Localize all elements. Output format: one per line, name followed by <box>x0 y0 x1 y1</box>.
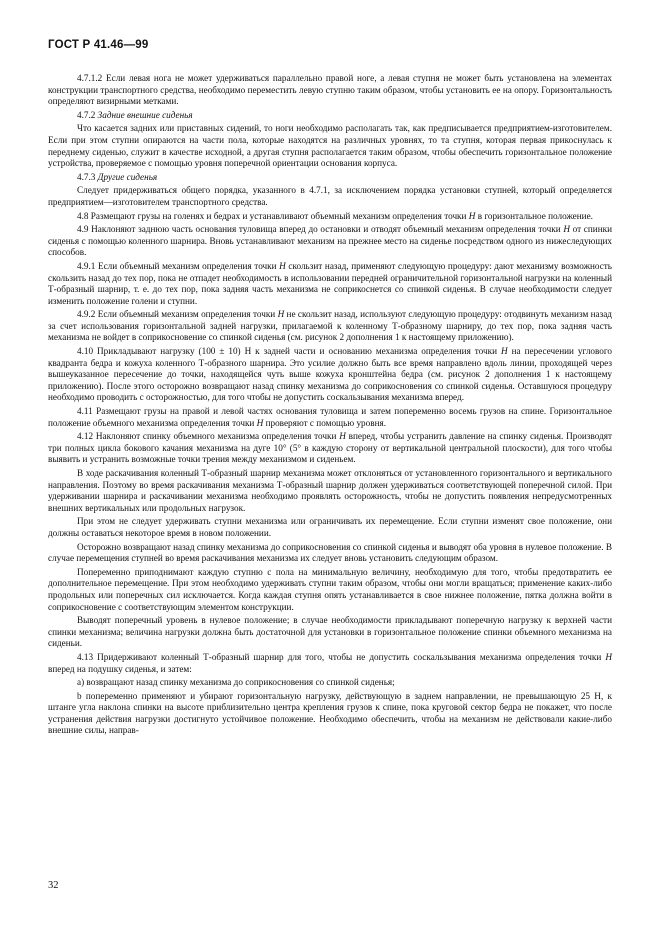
text-run: Осторожно возвращают назад спинку механизма до соприкосновения со спинкой сиденья и выводят оба уровня в нулевое положение. В случае перемещения ступней во время раскачивания механизма их следует вновь установить следующим образом. <box>48 541 612 564</box>
paragraph <box>48 185 612 208</box>
text-run: в горизонтальное положение. <box>475 210 593 221</box>
paragraph <box>48 224 612 259</box>
text-run: вперед, чтобы устранить давление на спинку сиденья. Производят три полных цикла бокового качания механизма на дуге 10° (5° в каждую сторону от вертикальной центральной плоскости), для того чтобы выявить и устранить возможные точки трения между механизмом и сиденьем. <box>48 431 612 465</box>
text-run: от спинки сиденья с помощью коленного шарнира. Вновь устанавливают механизм на прежнее место на сиденье посредством одного из нижеследующих способов. <box>48 224 612 258</box>
paragraph <box>48 406 612 429</box>
document-body <box>48 73 612 739</box>
italic-text: Задние внешние сиденья <box>97 109 193 120</box>
paragraph <box>48 516 612 539</box>
text-run: Выводят поперечный уровень в нулевое положение; в случае необходимости прикладывают поперечную нагрузку к верхней части спинки механизма; величина нагрузки должна быть достаточной для установки в горизонтальное положение спинки объемного механизма на сиденьи. <box>48 615 612 649</box>
text-run: 4.10 Прикладывают нагрузку (100 ± 10) Н к задней части и основанию механизма определения точки <box>77 346 501 357</box>
text-run: на пересечении углового квадранта бедра и кожуха коленного Т-образного шарнира. Это усилие должно быть все время направлено вдоль линии, проходящей через вышеуказанное пересечение до точки, находящейся чуть выше кожуха кронштейна бедра (см. рисунок 2 дополнения 1 к настоящему приложению). После этого осторожно возвращают назад спинку механизма до соприкосновения со спинкой сиденья. Оставшуюся процедуру необходимо проводить с осторожностью, для того чтобы не допустить соскальзывания механизма вперед. <box>48 346 613 403</box>
paragraph <box>48 677 612 689</box>
text-run: 4.12 Наклоняют спинку объемного механизма определения точки <box>77 431 340 442</box>
italic-text: Н <box>256 417 264 428</box>
text-run: 4.7.3 <box>77 171 98 182</box>
paragraph <box>48 172 612 184</box>
text-run: При этом не следует удерживать ступни механизма или ограничивать их перемещение. Если ступни изменят свое положение, они должны оставаться некоторое время в новом положении. <box>48 516 612 538</box>
italic-text: Н <box>468 210 476 221</box>
text-run: b попеременно применяют и убирают горизонтальную нагрузку, действующую в заднем направлении, не превышающую 25 Н, к штанге угла наклона спинки на высоте приблизительно центра крепления грузов к спине, пока круговой сектор бедра не покажет, что после устранения действия нагрузки достигнуто устойчивое положение. Необходимо обеспечить, чтобы на механизм не действовали какие-либо внешние силы, направ- <box>48 690 612 736</box>
text-run: скользит назад, применяют следующую процедуру: дают механизму возможность скользить назад до тех пор, пока не отпадет необходимость в использовании передней ограничительной горизонтальной нагрузки на коленный Т-образный шарнир, т. е. до тех пор, пока задняя часть механизма не соприкоснется со спинкой сиденья. В случае необходимости следует изменить положение голени и ступни. <box>48 260 612 306</box>
text-run: Что касается задних или приставных сидений, то ноги необходимо располагать так, как предписывается предприятием-изготовителем. Если при этом ступни опираются на части пола, которые находятся на различных уровнях, то та ступня, которая первая прикоснулась к переднему сиденью, служит в качестве исходной, а другая ступня располагается таким образом, чтобы обеспечить горизонтальное положение устройства, проверяемое с помощью уровня поперечной ориентации основания корпуса. <box>48 123 612 169</box>
paragraph <box>48 73 612 108</box>
text-run: Следует придерживаться общего порядка, указанного в 4.7.1, за исключением порядка установки ступней, который определяется предприятием—изготовителем транспортного средства. <box>48 185 612 207</box>
paragraph <box>48 567 612 613</box>
text-run: не скользит назад, используют следующую процедуру: отодвинуть механизм назад за счет использования горизонтальной задней нагрузки, прилагаемой к коленному Т-образному шарниру, до тех пор, пока задняя часть механизма не войдет в соприкосновение со спинкой сиденья (см. рисунок 2 дополнения 1 к настоящему приложению). <box>48 309 612 343</box>
italic-text: Н <box>339 431 346 442</box>
paragraph <box>48 652 612 675</box>
italic-text: Н <box>605 651 612 662</box>
paragraph <box>48 346 612 404</box>
page-number: 32 <box>48 880 59 891</box>
text-run: 4.13 Придерживают коленный Т-образный шарнир для того, чтобы не допустить соскальзывания механизма определения точки <box>77 651 606 662</box>
paragraph <box>48 615 612 650</box>
text-run: 4.8 Размещают грузы на голенях и бедрах и устанавливают объемный механизм определения точки <box>77 210 469 221</box>
text-run: 4.7.2 <box>77 109 98 120</box>
paragraph <box>48 261 612 307</box>
paragraph <box>48 123 612 169</box>
text-run: 4.9.1 Если объемный механизм определения точки <box>77 260 280 271</box>
text-run: В ходе раскачивания коленный Т-образный шарнир механизма может отклоняться от установленного горизонтального и вертикального направления. Поэтому во время раскачивания механизма Т-образный шарнир должен удерживаться соответствующей поперечной силой. При удерживании шарнира и раскачивании механизма необходимо проявлять осторожность, чтобы не допустить появления непредусмотренных внешних вертикальных или продольных нагрузок. <box>48 468 612 513</box>
text-run: вперед на подушку сиденья, и затем: <box>48 663 192 674</box>
paragraph <box>48 691 612 737</box>
italic-text: Н <box>279 260 286 271</box>
italic-text: Н <box>501 346 508 357</box>
paragraph <box>48 211 612 223</box>
paragraph <box>48 309 612 344</box>
text-run: 4.7.1.2 Если левая нога не может удерживаться параллельно правой ноге, а левая ступня не может быть установлена на элементах конструкции транспортного средства, необходимо переместить левую ступню таким образом, чтобы установить ее на опору. Горизонтальность определяют визирными метками. <box>48 73 612 107</box>
standard-header: ГОСТ Р 41.46—99 <box>48 39 149 51</box>
paragraph <box>48 542 612 565</box>
italic-text: Н <box>277 309 285 320</box>
italic-text: Другие сиденья <box>97 171 158 182</box>
text-run: 4.11 Размещают грузы на правой и левой частях основания туловища и затем попеременно восемь грузов на спине. Горизонтальное положение объемного механизма определения точки <box>48 406 612 428</box>
text-run: Попеременно приподнимают каждую ступню с пола на минимальную величину, необходимую для того, чтобы предотвратить ее дополнительное перемещение. При этом необходимо удерживать ступни таким образом, чтобы они могли вращаться; применение каких-либо продольных или поперечных сил исключается. Когда каждая ступня опять устанавливается в свое нижнее положение, пятка должна войти в соприкосновение с соответствующим элементом конструкции. <box>48 566 612 612</box>
text-run: а) возвращают назад спинку механизма до соприкосновения со спинкой сиденья; <box>77 677 395 688</box>
text-run: проверяют с помощью уровня. <box>263 417 387 428</box>
paragraph <box>48 110 612 122</box>
italic-text: Н <box>563 224 570 235</box>
paragraph <box>48 468 612 514</box>
text-run: 4.9.2 Если объемный механизм определения точки <box>77 309 278 320</box>
paragraph <box>48 431 612 466</box>
text-run: 4.9 Наклоняют заднюю часть основания туловища вперед до остановки и отводят объемный механизм определения точки <box>77 224 564 235</box>
